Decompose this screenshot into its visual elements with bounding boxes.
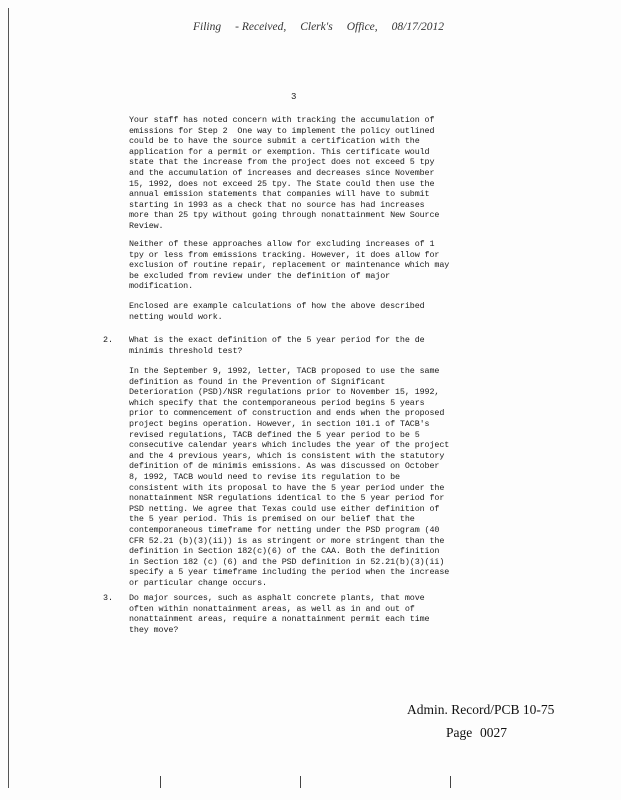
stamp-page-label: Page bbox=[446, 725, 473, 740]
scan-edge-line bbox=[8, 8, 9, 788]
scan-tick-mark bbox=[160, 776, 161, 788]
paragraph-enclosed-calculations: Enclosed are example calculations of how the above described netting would work. bbox=[129, 301, 425, 322]
question-3-text: Do major sources, such as asphalt concrete plants, that move often within nonattainment areas, as well as in and out of nonattainment areas, require a nonattainment permit each time they move? bbox=[129, 593, 430, 635]
header-received: - Received, bbox=[235, 21, 287, 33]
admin-record-stamp: Admin. Record/PCB 10-75 bbox=[407, 702, 555, 717]
header-date: 08/17/2012 bbox=[391, 21, 445, 33]
page-number: 3 bbox=[291, 92, 297, 102]
question-2-number: 2. bbox=[103, 335, 114, 345]
answer-2-text: In the September 9, 1992, letter, TACB proposed to use the same definition as found in the Prevention of Significant Deterioration (PSD)/NSR regulations prior to November 15, 1992, which specify that the contemporaneous period begins 5 years prior to commencement of construction and ends when the proposed project begins operation. However, in section 101.1 of TACB's revised regulations, TACB defined the 5 year period to be 5 consecutive calendar years which includes the year of the project and the 4 previous years, which is consistent with the statutory definition of de minimis emissions. As was discussed on October 8, 1992, TACB would need to revise its regulation to be consistent with its proposal to have the 5 year period under the nonattainment NSR regulations identical to the 5 year period for PSD netting. We agree that Texas could use either definition of the 5 year period. This is premised on our belief that the contemporaneous timeframe for netting under the PSD program (40 CFR 52.21 (b)(3)(ii)) is as stringent or more stringent than the definition in Section 182(c)(6) of the CAA. Both the definition in Section 182 (c) (6) and the PSD definition in 52.21(b)(3)(ii) specify a 5 year timeframe including the period when the increase or particular change occurs. bbox=[129, 366, 450, 588]
stamp-page-number: 0027 bbox=[480, 725, 507, 740]
header-clerks: Clerk's bbox=[300, 21, 333, 33]
header-office: Office, bbox=[346, 21, 378, 33]
question-2-text: What is the exact definition of the 5 year period for the de minimis threshold test? bbox=[129, 335, 425, 356]
header-filing: Filing bbox=[193, 21, 222, 33]
paragraph-staff-concern: Your staff has noted concern with tracking the accumulation of emissions for Step 2 One way to implement the policy outlined could be to have the source submit a certification with the application for a permit or exemption. This certificate would state that the increase from the project does not exceed 5 tpy and the accumulation of increases and decreases since November 15, 1992, does not exceed 25 tpy. The State could then use the annual emission statements that companies will have to submit starting in 1993 as a check that no source has had increases more than 25 tpy without going through nonattainment New Source Review. bbox=[129, 115, 440, 231]
scan-tick-mark bbox=[300, 776, 301, 788]
question-3-number: 3. bbox=[103, 593, 114, 603]
paragraph-neither-approach: Neither of these approaches allow for excluding increases of 1 tpy or less from emissions tracking. However, it does allow for exclusion of routine repair, replacement or maintenance which may be excluded from review under the definition of major modification. bbox=[129, 239, 450, 292]
filing-header bbox=[193, 21, 458, 33]
scan-tick-mark bbox=[450, 776, 451, 788]
